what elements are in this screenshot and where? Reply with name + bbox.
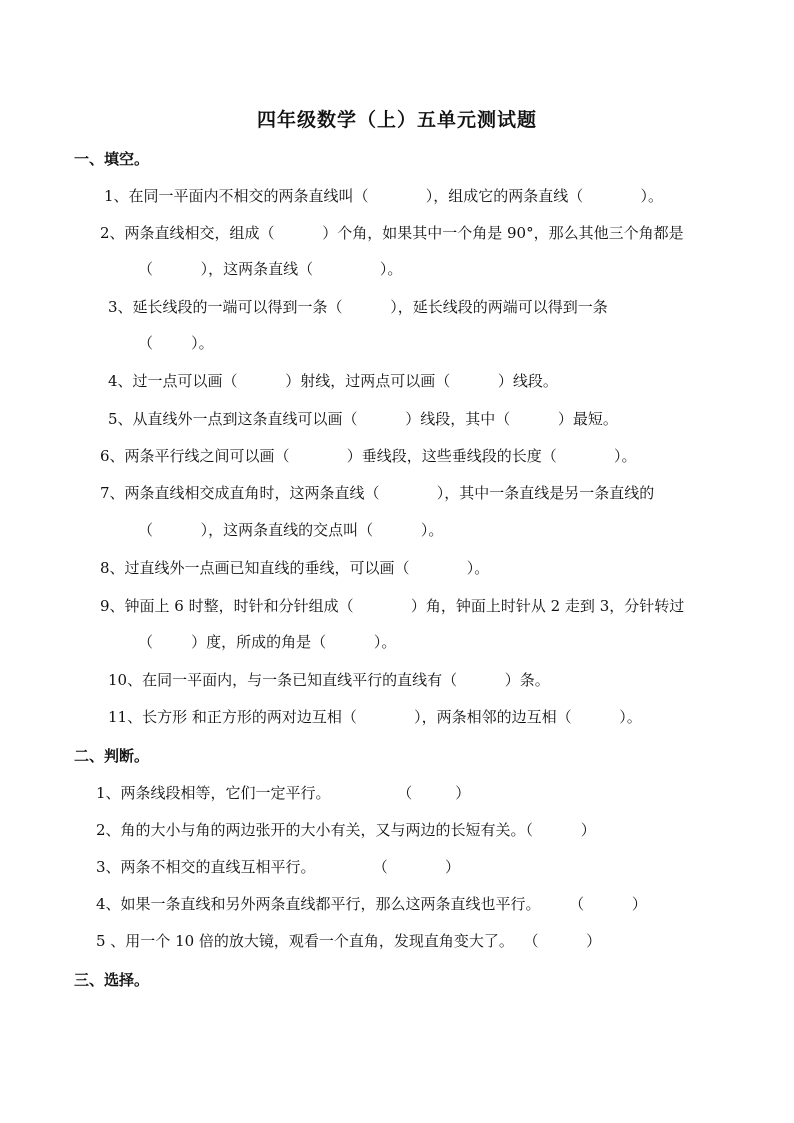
question-line: 5、从直线外一点到这条直线可以画（ ）线段，其中（ ）最短。 [108,410,618,428]
question-line: 9、钟面上 6 时整，时针和分针组成（ ）角，钟面上时针从 2 走到 3，分针转过 [100,597,685,615]
question-line: 4、过一点可以画（ ）射线，过两点可以画（ ）线段。 [108,372,558,390]
question-line-continuation: （ ）。 [138,334,214,352]
question-line: 6、两条平行线之间可以画（ ）垂线段，这些垂线段的长度（ ）。 [100,447,637,465]
question-line: 1、在同一平面内不相交的两条直线叫（ ），组成它的两条直线（ ）。 [104,187,663,205]
question-line: 7、两条直线相交成直角时，这两条直线（ ），其中一条直线是另一条直线的 [100,484,655,502]
question-line: 4、如果一条直线和另外两条直线都平行，那么这两条直线也平行。 （ ） [96,895,647,913]
section-heading-multiple-choice: 三、选择。 [74,971,150,989]
question-line: 1、两条线段相等，它们一定平行。 （ ） [96,784,471,802]
question-line-continuation: （ ），这两条直线（ ）。 [138,260,403,278]
section-heading-fill-in: 一、填空。 [74,150,150,168]
question-line: 3、两条不相交的直线互相平行。 （ ） [96,858,460,876]
question-line: 2、两条直线相交，组成（ ）个角，如果其中一个角是 90°，那么其他三个角都是 [100,224,684,242]
question-line-continuation: （ ），这两条直线的交点叫（ ）。 [138,521,444,539]
question-line: 2、角的大小与角的两边张开的大小有关，又与两边的长短有关。（ ） [96,821,596,839]
section-heading-true-false: 二、判断。 [74,747,150,765]
page-title: 四年级数学（上）五单元测试题 [256,109,537,131]
question-line: 5 、用一个 10 倍的放大镜，观看一个直角，发现直角变大了。 （ ） [96,932,602,950]
question-line: 11、长方形 和正方形的两对边互相（ ），两条相邻的边互相（ ）。 [108,708,642,726]
question-line-continuation: （ ）度，所成的角是（ ）。 [138,633,397,651]
question-line: 10、在同一平面内，与一条已知直线平行的直线有（ ）条。 [108,671,550,689]
question-line: 8、过直线外一点画已知直线的垂线，可以画（ ）。 [100,559,490,577]
question-line: 3、延长线段的一端可以得到一条（ ），延长线段的两端可以得到一条 [108,298,608,316]
